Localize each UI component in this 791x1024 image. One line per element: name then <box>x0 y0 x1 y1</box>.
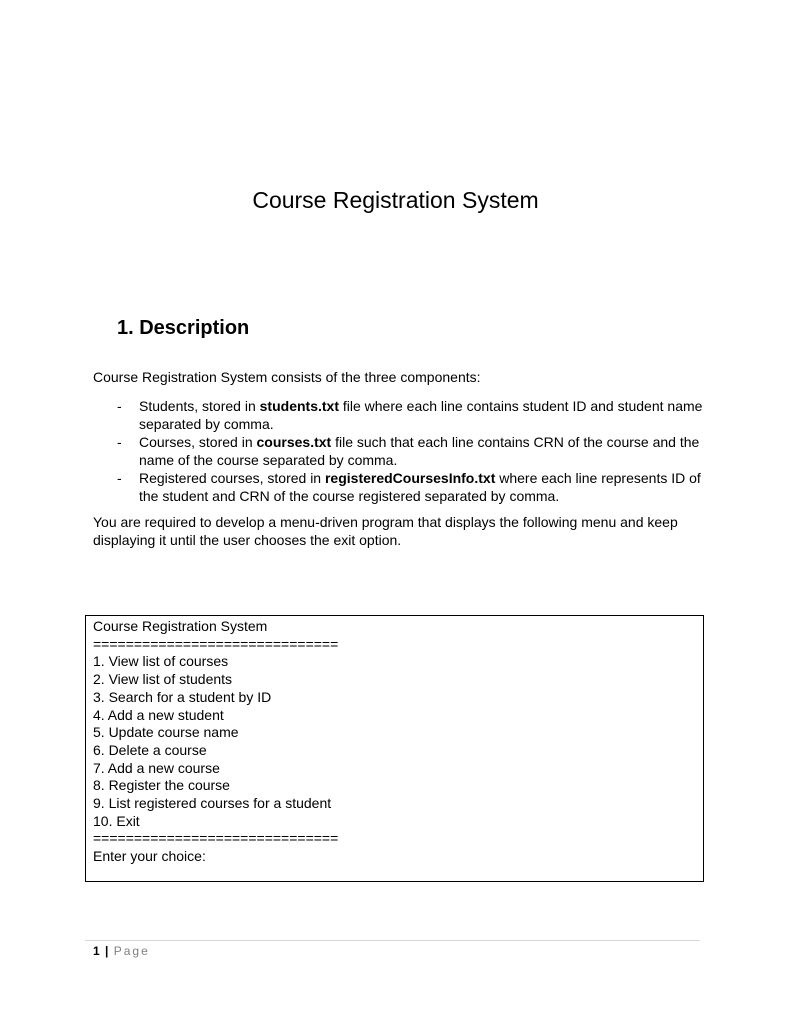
bullet-text-post: where each line represents ID of the student and CRN of the course registered separated by comma. <box>139 470 701 504</box>
menu-item: 7. Add a new course <box>93 759 220 776</box>
bullet-text-pre: Registered courses, stored in <box>139 470 325 486</box>
menu-item: 2. View list of students <box>93 671 233 688</box>
section-heading: 1. Description <box>117 317 250 339</box>
bullet-dash: - <box>117 434 122 450</box>
menu-item: 5. Update course name <box>93 724 239 741</box>
menu-header: Course Registration System <box>93 618 268 634</box>
menu-item: 4. Add a new student <box>93 706 224 723</box>
bullet-filename: registeredCoursesInfo.txt <box>324 470 496 486</box>
menu-example-box <box>85 615 704 882</box>
document-title: Course Registration System <box>252 187 539 213</box>
component-list <box>93 397 713 505</box>
requirement-paragraph: You are required to develop a menu-driven program that displays the following menu and keep displaying it until the user chooses the exit option. <box>93 514 678 548</box>
menu-item: 1. View list of courses <box>93 653 229 670</box>
intro-text: Course Registration System consists of the three components: <box>93 369 481 385</box>
menu-item: 9. List registered courses for a student <box>93 795 332 812</box>
bullet-dash: - <box>117 470 122 486</box>
menu-rule-bottom: ============================== <box>93 830 339 847</box>
menu-item: 3. Search for a student by ID <box>93 688 272 705</box>
bullet-text-pre: Students, stored in <box>139 398 260 414</box>
page-label: Page <box>113 944 150 958</box>
list-item <box>93 397 713 433</box>
bullet-dash: - <box>117 398 122 414</box>
menu-item: 8. Register the course <box>93 777 230 794</box>
menu-item: 10. Exit <box>93 812 140 829</box>
list-item <box>93 433 713 469</box>
menu-prompt: Enter your choice: <box>93 848 206 865</box>
bullet-filename: courses.txt <box>256 434 332 450</box>
page-footer <box>93 943 150 959</box>
menu-rule-top: ============================== <box>93 635 339 652</box>
bullet-text-pre: Courses, stored in <box>139 434 257 450</box>
footer-divider <box>85 940 700 941</box>
bullet-filename: students.txt <box>259 398 339 414</box>
bullet-text-post: file such that each line contains CRN of the course and the name of the course separated by comma. <box>139 434 700 468</box>
menu-item: 6. Delete a course <box>93 741 207 758</box>
footer-separator: | <box>105 944 109 958</box>
page-number: 1 <box>93 944 100 958</box>
bullet-text-post: file where each line contains student ID and student name separated by comma. <box>139 398 703 432</box>
list-item <box>93 469 713 505</box>
